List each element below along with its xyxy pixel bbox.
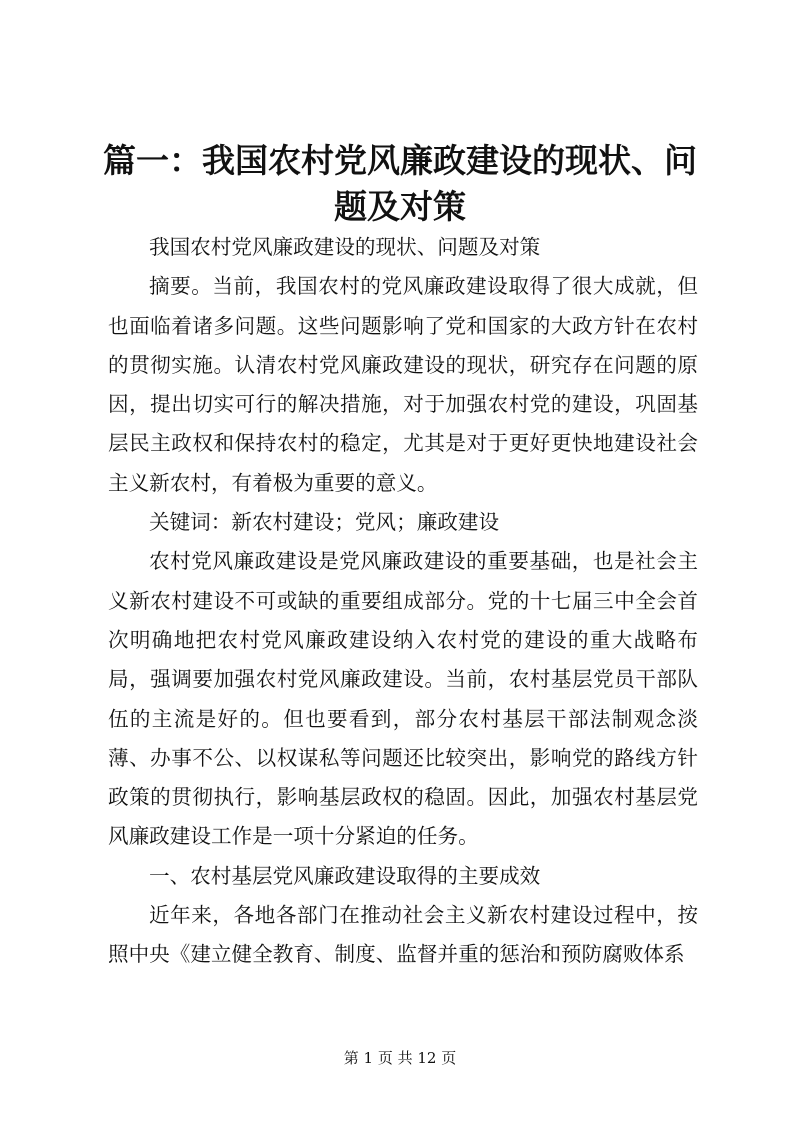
intro-paragraph: 农村党风廉政建设是党风廉政建设的重要基础，也是社会主义新农村建设不可或缺的重要组成部分。党的十七届三中全会首次明确地把农村党风廉政建设纳入农村党的建设的重大战略布局，强调要加强农村党风廉政建设。当前，农村基层党员干部队伍的主流是好的。但也要看到，部分农村基层干部法制观念淡薄、办事不公、以权谋私等问题还比较突出，影响党的路线方针政策的贯彻执行，影响基层政权的稳固。因此，加强农村基层党风廉政建设工作是一项十分紧迫的任务。: [108, 549, 698, 849]
page-title-text: 篇一：我国农村党风廉政建设的现状、问题及对策: [103, 141, 697, 226]
page-title: [95, 138, 705, 230]
subtitle-paragraph: 我国农村党风廉政建设的现状、问题及对策: [149, 235, 541, 259]
document-body: [108, 228, 698, 975]
section-heading: 一、农村基层党风廉政建设取得的主要成效: [149, 863, 541, 888]
keywords-paragraph: 关键词：新农村建设；党风；廉政建设: [149, 510, 500, 535]
abstract-paragraph: 摘要。当前，我国农村的党风廉政建设取得了很大成就，但也面临着诸多问题。这些问题影响了党和国家的大政方针在农村的贯彻实施。认清农村党风廉政建设的现状，研究存在问题的原因，提出切实可行的解决措施，对于加强农村党的建设，巩固基层民主政权和保持农村的稳定，尤其是对于更好更快地建设社会主义新农村，有着极为重要的意义。: [108, 274, 698, 495]
section-paragraph: 近年来，各地各部门在推动社会主义新农村建设过程中，按照中央《建立健全教育、制度、监督并重的惩治和预防腐败体系: [108, 903, 698, 967]
page-footer: 第 1 页 共 12 页: [343, 1049, 457, 1067]
